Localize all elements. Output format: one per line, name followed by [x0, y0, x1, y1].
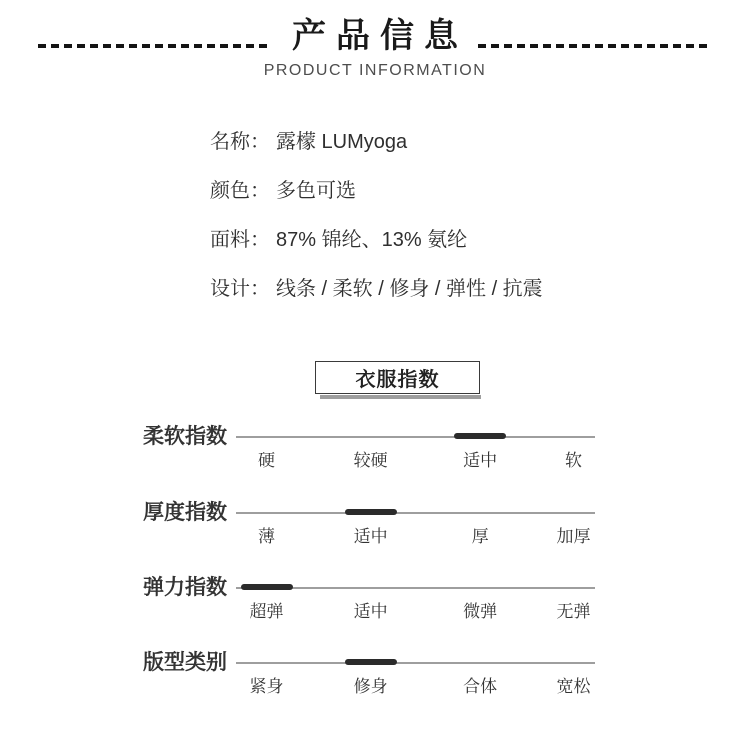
- scale-label: 超弹: [249, 602, 284, 621]
- scale-track: [236, 662, 595, 664]
- scale-track: [236, 436, 595, 438]
- scale-marker: [454, 433, 506, 439]
- clothing-index-box: [315, 361, 480, 394]
- scale-label: 微弹: [463, 602, 498, 621]
- index-row-thickness: [143, 501, 595, 551]
- index-row-softness: [143, 425, 595, 475]
- scale-track: [236, 512, 595, 514]
- scale-label: 修身: [353, 677, 388, 696]
- scale-marker: [345, 509, 397, 515]
- scale-label: 紧身: [249, 677, 284, 696]
- detail-label: 设计：: [210, 278, 270, 300]
- detail-value: 线条 / 柔软 / 修身 / 弹性 / 抗震: [276, 278, 543, 300]
- detail-label: 颜色：: [210, 180, 270, 202]
- index-row-label: 柔软指数: [143, 425, 227, 448]
- index-row-label: 版型类别: [143, 651, 227, 674]
- detail-row-name: [210, 130, 543, 154]
- detail-value: 多色可选: [276, 180, 356, 202]
- index-row-elasticity: [143, 576, 595, 626]
- index-row-label: 厚度指数: [143, 501, 227, 524]
- page-title: 产品信息: [292, 16, 468, 55]
- softness-scale: [236, 425, 595, 475]
- scale-label: 加厚: [556, 527, 591, 546]
- scale-label: 适中: [463, 451, 498, 470]
- clothing-index-title: 衣服指数: [355, 369, 440, 391]
- thickness-scale: [236, 501, 595, 551]
- scale-label: 宽松: [556, 677, 591, 696]
- scale-label: 硬: [258, 451, 275, 470]
- scale-label: 厚: [471, 527, 489, 546]
- detail-label: 名称：: [210, 131, 270, 153]
- detail-row-color: [210, 179, 543, 203]
- product-details: [210, 130, 543, 326]
- scale-marker: [241, 584, 293, 590]
- index-row-fit-type: [143, 651, 595, 701]
- scale-label: 合体: [463, 677, 498, 696]
- right-dashed-divider: [478, 44, 712, 48]
- detail-value: 87% 锦纶、13% 氨纶: [276, 229, 468, 251]
- scale-marker: [345, 659, 397, 665]
- scale-label: 无弹: [556, 602, 591, 621]
- detail-label: 面料：: [210, 229, 270, 251]
- scale-label: 适中: [353, 527, 388, 546]
- fit-type-scale: [236, 651, 595, 701]
- scale-label: 适中: [353, 602, 388, 621]
- scale-label: 薄: [258, 527, 275, 546]
- detail-row-design: [210, 277, 543, 301]
- detail-row-fabric: [210, 228, 543, 252]
- elasticity-scale: [236, 576, 595, 626]
- scale-label: 较硬: [353, 451, 388, 470]
- index-row-label: 弹力指数: [143, 576, 227, 599]
- detail-value: 露檬 LUMyoga: [276, 131, 408, 153]
- scale-label: 软: [564, 451, 582, 470]
- page-subtitle: PRODUCT INFORMATION: [263, 62, 487, 79]
